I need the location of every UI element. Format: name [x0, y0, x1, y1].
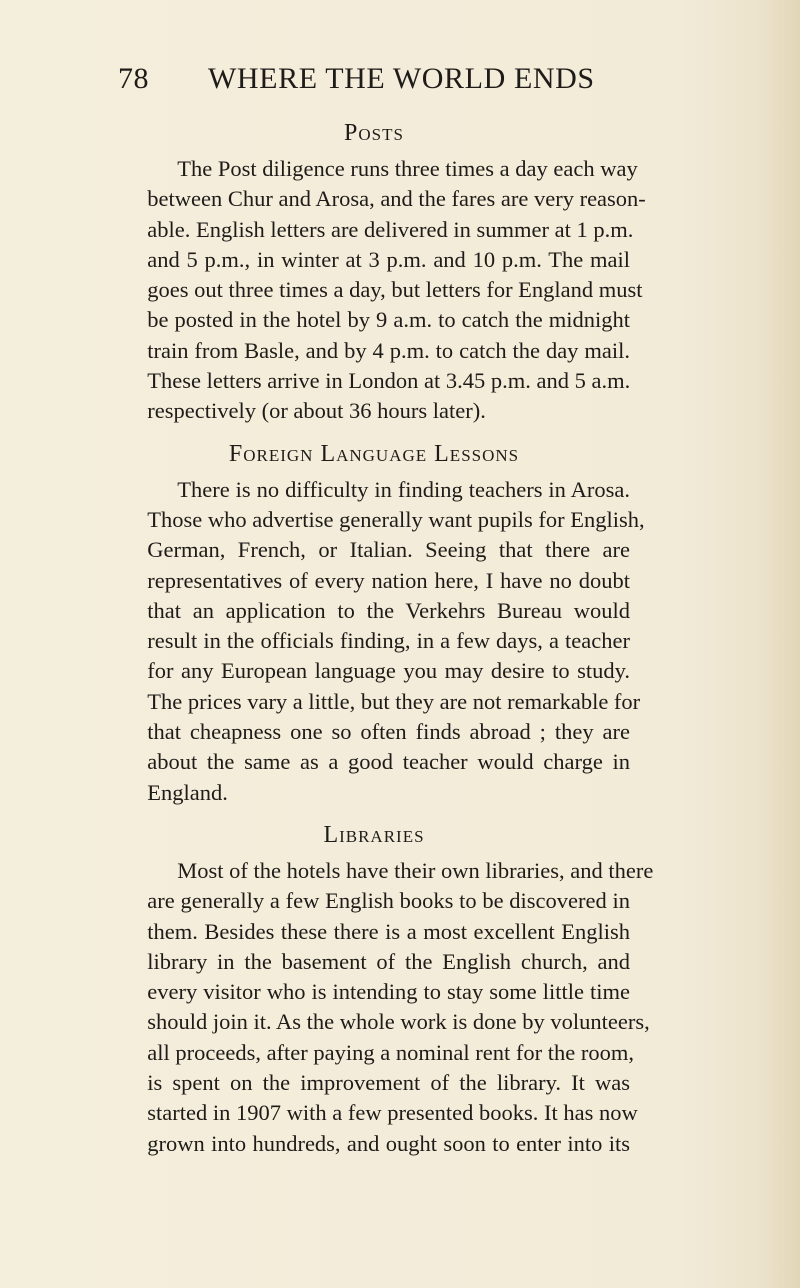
- text-line: The Post diligence runs three times a day each way: [177, 156, 638, 181]
- text-line: about the same as a good teacher would charge in: [147, 749, 630, 775]
- text-line: every visitor who is intending to stay some little time: [147, 979, 630, 1005]
- text-line: respectively (or about 36 hours later).: [147, 398, 486, 424]
- paragraph-foreign-language-lessons: [118, 475, 645, 808]
- text-line: Most of the hotels have their own libraries, and there: [177, 857, 654, 883]
- text-line: England.: [147, 779, 228, 805]
- text-line: for any European language you may desire to study.: [147, 658, 630, 684]
- text-line: able. English letters are delivered in summer at 1 p.m.: [147, 216, 634, 242]
- paragraph-posts: [118, 154, 646, 427]
- text-line: representatives of every nation here, I have no doubt: [147, 567, 630, 593]
- text-line: them. Besides these there is a most excellent English: [147, 918, 630, 944]
- section-title-posts: Posts: [344, 120, 404, 146]
- text-line: started in 1907 with a few presented books. It has now: [147, 1100, 638, 1126]
- text-line: and 5 p.m., in winter at 3 p.m. and 10 p.m. The mail: [147, 246, 630, 272]
- text-line: are generally a few English books to be discovered in: [147, 888, 630, 914]
- text-line: library in the basement of the English church, and: [147, 948, 630, 974]
- text-line: be posted in the hotel by 9 a.m. to catch the midnight: [147, 307, 630, 333]
- text-line: The prices vary a little, but they are not remarkable for: [147, 688, 641, 714]
- paragraph-libraries: [118, 856, 654, 1159]
- text-line: goes out three times a day, but letters for England must: [147, 277, 643, 303]
- text-line: Those who advertise generally want pupils for English,: [147, 506, 645, 532]
- text-line: should join it. As the whole work is done by volunteers,: [147, 1009, 650, 1035]
- text-line: grown into hundreds, and ought soon to enter into its: [147, 1130, 630, 1156]
- text-line: These letters arrive in London at 3.45 p.m. and 5 a.m.: [147, 368, 631, 394]
- text-line: There is no difficulty in finding teachers in Arosa.: [177, 476, 630, 502]
- text-line: is spent on the improvement of the library. It was: [147, 1070, 630, 1096]
- page-body: [118, 118, 654, 1159]
- page-number: 78: [118, 62, 149, 95]
- text-line: between Chur and Arosa, and the fares are very reason-: [147, 186, 646, 212]
- text-line: result in the officials finding, in a few days, a teacher: [147, 628, 630, 654]
- text-line: that cheapness one so often finds abroad ; they are: [147, 719, 630, 745]
- running-head: WHERE THE WORLD ENDS: [208, 62, 595, 95]
- text-line: German, French, or Italian. Seeing that there are: [147, 537, 630, 563]
- section-title-libraries: Libraries: [323, 821, 425, 848]
- page-header: [118, 62, 628, 102]
- section-title-foreign-language-lessons: Foreign Language Lessons: [228, 440, 520, 467]
- text-line: that an application to the Verkehrs Bureau would: [147, 597, 630, 623]
- text-line: all proceeds, after paying a nominal rent for the room,: [147, 1039, 634, 1065]
- text-line: train from Basle, and by 4 p.m. to catch the day mail.: [147, 337, 630, 363]
